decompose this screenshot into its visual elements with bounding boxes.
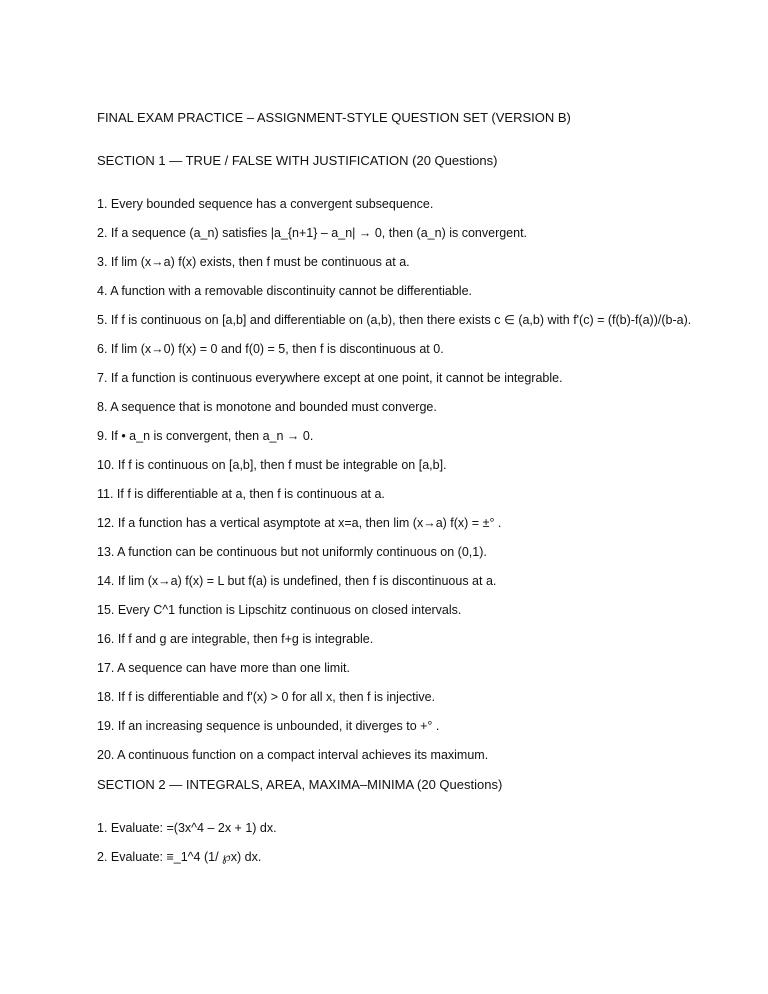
question-item: 12. If a function has a vertical asymptote at x=a, then lim (x→a) f(x) = ±° . [97,516,502,530]
question-item: 20. A continuous function on a compact interval achieves its maximum. [97,748,489,762]
question-item: 17. A sequence can have more than one limit. [97,661,350,675]
question-item: 3. If lim (x→a) f(x) exists, then f must be continuous at a. [97,255,410,269]
question-item: 4. A function with a removable discontinuity cannot be differentiable. [97,284,473,298]
question-item: 9. If • a_n is convergent, then a_n → 0. [97,429,314,443]
question-item: 6. If lim (x→0) f(x) = 0 and f(0) = 5, then f is discontinuous at 0. [97,342,444,356]
question-item: 18. If f is differentiable and f'(x) > 0 for all x, then f is injective. [97,690,436,704]
question-list [97,196,697,763]
section-heading: SECTION 1 — TRUE / FALSE WITH JUSTIFICATION (20 Questions) [97,153,498,168]
question-item: 13. A function can be continuous but not uniformly continuous on (0,1). [97,545,487,559]
question-item: 2. If a sequence (a_n) satisfies |a_{n+1} – a_n| → 0, then (a_n) is convergent. [97,226,528,240]
question-item: 7. If a function is continuous everywhere except at one point, it cannot be integrable. [97,371,563,385]
question-list [97,820,697,865]
section-1 [97,153,697,763]
question-item: 16. If f and g are integrable, then f+g is integrable. [97,632,374,646]
question-item: 1. Evaluate: =(3x^4 – 2x + 1) dx. [97,821,277,835]
document-title: FINAL EXAM PRACTICE – ASSIGNMENT-STYLE QUESTION SET (VERSION B) [97,110,571,125]
question-item: 2. Evaluate: ≡_1^4 (1/ ℘x) dx. [97,850,262,864]
question-item: 8. A sequence that is monotone and bounded must converge. [97,400,437,414]
question-item: 5. If f is continuous on [a,b] and differentiable on (a,b), then there exists c ∈ (a,b) with f'(c) = (f(b)-f(a))/(b-a). [97,313,692,327]
section-2 [97,777,697,865]
question-item: 19. If an increasing sequence is unbounded, it diverges to +° . [97,719,440,733]
question-item: 11. If f is differentiable at a, then f is continuous at a. [97,487,385,501]
question-item: 10. If f is continuous on [a,b], then f must be integrable on [a,b]. [97,458,447,472]
document-page [97,110,697,879]
question-item: 15. Every C^1 function is Lipschitz continuous on closed intervals. [97,603,462,617]
question-item: 1. Every bounded sequence has a convergent subsequence. [97,197,434,211]
question-item: 14. If lim (x→a) f(x) = L but f(a) is undefined, then f is discontinuous at a. [97,574,497,588]
section-heading: SECTION 2 — INTEGRALS, AREA, MAXIMA–MINIMA (20 Questions) [97,777,503,792]
